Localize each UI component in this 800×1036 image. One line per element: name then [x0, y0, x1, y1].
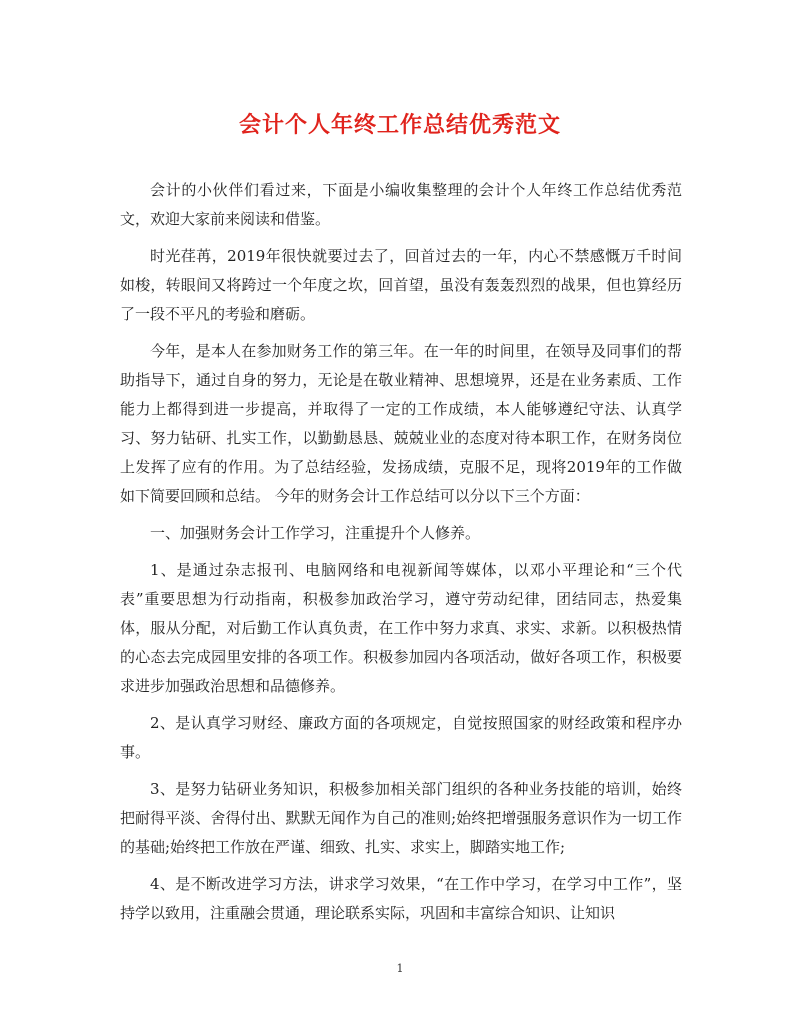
- section-heading-1: 一、加强财务会计工作学习，注重提升个人修养。: [150, 524, 481, 542]
- document-title: 会计个人年终工作总结优秀范文: [238, 112, 561, 138]
- list-item-1: 1、是通过杂志报刊、电脑网络和电视新闻等媒体，以邓小平理论和“三个代表”重要思想为行动指南，积极参加政治学习，遵守劳动纪律，团结同志，热爱集体，服从分配，对后勤工作认真负责，在工作中努力求真、求实、求新。以积极热情的心态去完成园里安排的各项工作。积极参加园内各项活动，做好各项工作，积极要求进步加强政治思想和品德修养。: [120, 561, 682, 695]
- list-item-3: 3、是努力钻研业务知识，积极参加相关部门组织的各种业务技能的培训，始终把耐得平淡、舍得付出、默默无闻作为自己的准则;始终把增强服务意识作为一切工作的基础;始终把工作放在严谨、细致、扎实、求实上，脚踏实地工作;: [120, 780, 682, 856]
- list-item-4: 4、是不断改进学习方法，讲求学习效果，“在工作中学习，在学习中工作”，坚持学以致用，注重融会贯通，理论联系实际，巩固和丰富综合知识、让知识: [120, 875, 682, 922]
- page-number: 1: [396, 962, 404, 975]
- document-body: [120, 176, 682, 936]
- list-item-2: 2、是认真学习财经、廉政方面的各项规定，自觉按照国家的财经政策和程序办事。: [120, 714, 682, 761]
- paragraph-intro: 会计的小伙伴们看过来，下面是小编收集整理的会计个人年终工作总结优秀范文，欢迎大家前来阅读和借鉴。: [120, 181, 682, 228]
- paragraph-reflection: 时光荏苒，2019年很快就要过去了，回首过去的一年，内心不禁感慨万千时间如梭，转眼间又将跨过一个年度之坎，回首望，虽没有轰轰烈烈的战果，但也算经历了一段不平凡的考验和磨砺。: [120, 247, 682, 323]
- paragraph-overview: 今年，是本人在参加财务工作的第三年。在一年的时间里，在领导及同事们的帮助指导下，通过自身的努力，无论是在敬业精神、思想境界，还是在业务素质、工作能力上都得到进一步提高，并取得了一定的工作成绩，本人能够遵纪守法、认真学习、努力钻研、扎实工作，以勤勤恳恳、兢兢业业的态度对待本职工作，在财务岗位上发挥了应有的作用。为了总结经验，发扬成绩，克服不足，现将2019年的工作做如下简要回顾和总结。 今年的财务会计工作总结可以分以下三个方面：: [120, 342, 682, 505]
